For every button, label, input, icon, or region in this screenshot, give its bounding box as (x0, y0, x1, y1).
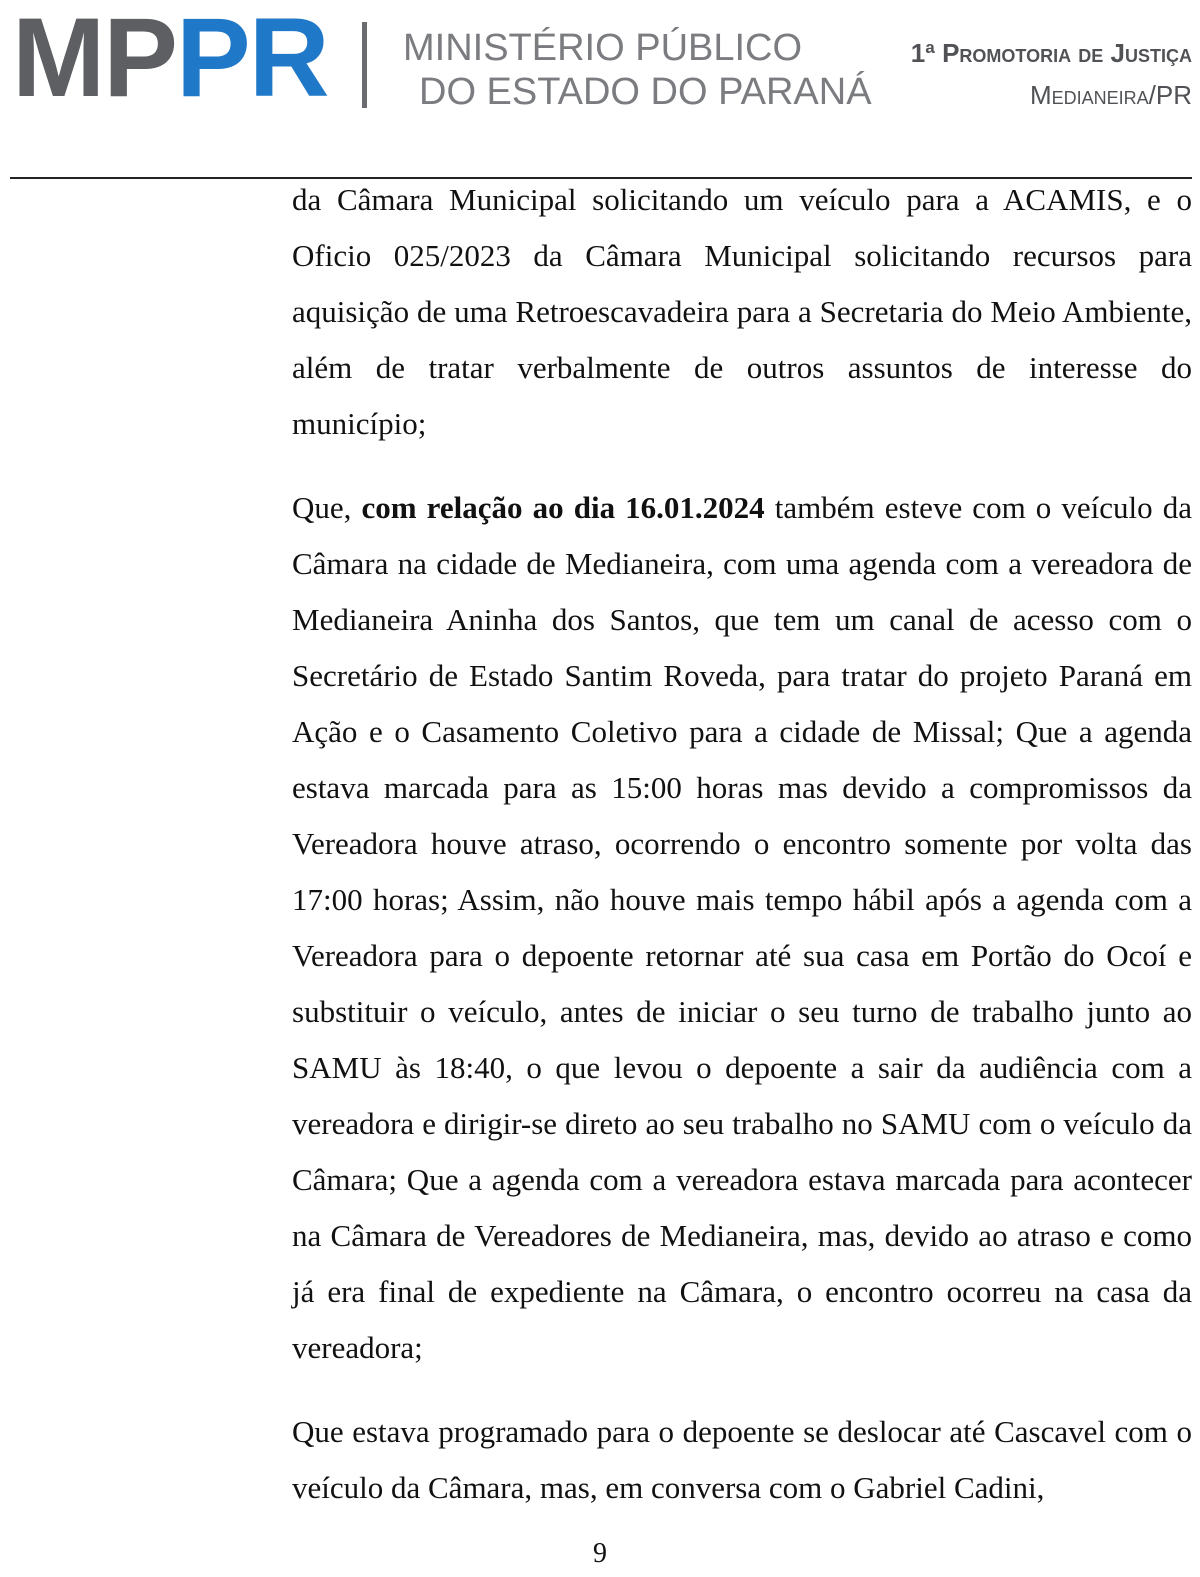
organization-line-2: DO ESTADO DO PARANÁ (419, 71, 872, 113)
emphasized-date: com relação ao dia 16.01.2024 (361, 490, 765, 525)
document-body (292, 172, 1192, 1544)
paragraph-3: Que estava programado para o depoente se deslocar até Cascavel com o veículo da Câmara, mas, em conversa com o Gabriel Cadini, (292, 1414, 1192, 1505)
paragraph-1: da Câmara Municipal solicitando um veículo para a ACAMIS, e o Oficio 025/2023 da Câmara Municipal solicitando recursos para aquisição de uma Retroescavadeira para a Secretaria do Meio Ambiente, além de tratar verbalmente de outros assuntos de interesse do município; (292, 182, 1192, 441)
organization-name (403, 26, 872, 114)
page-header (0, 0, 1200, 180)
organization-line-1: MINISTÉRIO PÚBLICO (403, 27, 803, 69)
promotoria-line-1: 1ª Promotoria de Justiça (910, 38, 1192, 68)
page-number: 9 (593, 1538, 607, 1569)
promotoria-line-2: Medianeira/PR (1029, 80, 1192, 110)
promotoria-title (911, 32, 1192, 116)
paragraph-2: Que, com relação ao dia 16.01.2024 também esteve com o veículo da Câmara na cidade de Medianeira, com uma agenda com a vereadora de Medianeira Aninha dos Santos, que tem um canal de acesso com o Secretário de Estado Santim Roveda, para tratar do projeto Paraná em Ação e o Casamento Coletivo para a cidade de Missal; Que a agenda estava marcada para as 15:00 horas mas devido a compromissos da Vereadora houve atraso, ocorrendo o encontro somente por volta das 17:00 horas; Assim, não houve mais tempo hábil após a agenda com a Vereadora para o depoente retornar até sua casa em Portão do Ocoí e substituir o veículo, antes de iniciar o seu turno de trabalho junto ao SAMU às 18:40, o que levou o depoente a sair da audiência com a vereadora e dirigir-se direto ao seu trabalho no SAMU com o veículo da Câmara; Que a agenda com a vereadora estava marcada para acontecer na Câmara de Vereadores de Medianeira, mas, devido ao atraso e como já era final de expediente na Câmara, o encontro ocorreu na casa da vereadora; (292, 490, 1192, 1365)
logo-divider (362, 22, 367, 108)
mppr-logo: MPPR (12, 0, 328, 120)
